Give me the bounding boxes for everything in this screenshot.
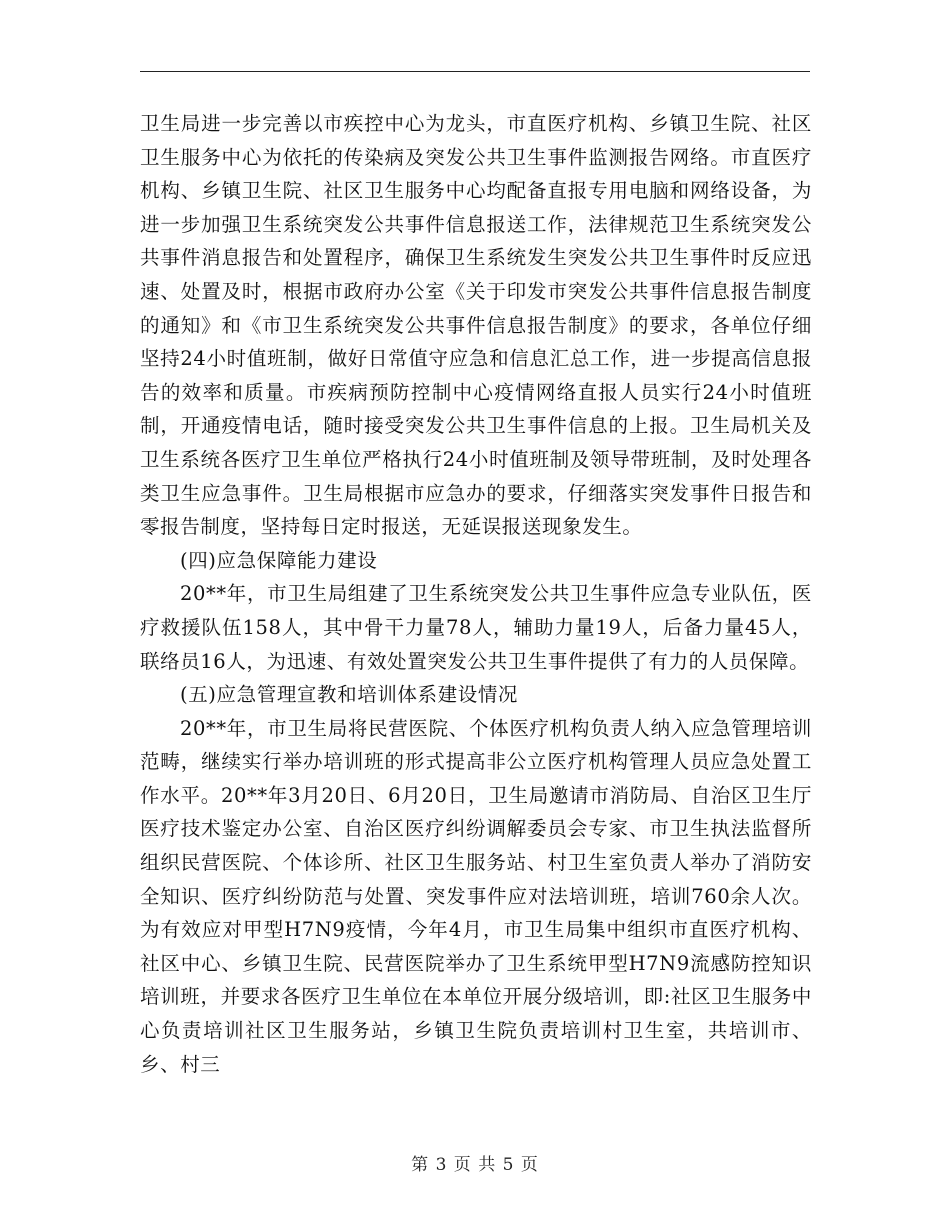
document-body bbox=[140, 107, 812, 1081]
section-heading-emergency-capacity: (四)应急保障能力建设 bbox=[180, 548, 378, 572]
page-number: 第 3 页 共 5 页 bbox=[411, 1155, 539, 1175]
section-heading-training-system: (五)应急管理宣教和培训体系建设情况 bbox=[180, 683, 519, 707]
paragraph-emergency-team: 20**年，市卫生局组建了卫生系统突发公共卫生事件应急专业队伍，医疗救援队伍158人，其中骨干力量78人，辅助力量19人，后备力量45人，联络员16人，为迅速、有效处置突发公共卫生事件提供了有力的人员保障。 bbox=[140, 582, 812, 673]
header-rule bbox=[140, 71, 810, 72]
paragraph-training: 20**年，市卫生局将民营医院、个体医疗机构负责人纳入应急管理培训范畴，继续实行举办培训班的形式提高非公立医疗机构管理人员应急处置工作水平。20**年3月20日、6月20日，卫生局邀请市消防局、自治区卫生厅医疗技术鉴定办公室、自治区医疗纠纷调解委员会专家、市卫生执法监督所组织民营医院、个体诊所、社区卫生服务站、村卫生室负责人举办了消防安全知识、医疗纠纷防范与处置、突发事件应对法培训班，培训760余人次。为有效应对甲型H7N9疫情，今年4月，市卫生局集中组织市直医疗机构、社区中心、乡镇卫生院、民营医院举办了卫生系统甲型H7N9流感防控知识培训班，并要求各医疗卫生单位在本单位开展分级培训，即:社区卫生服务中心负责培训社区卫生服务站，乡镇卫生院负责培训村卫生室，共培训市、乡、村三 bbox=[140, 716, 812, 1076]
paragraph-reporting-network: 卫生局进一步完善以市疾控中心为龙头，市直医疗机构、乡镇卫生院、社区卫生服务中心为依托的传染病及突发公共卫生事件监测报告网络。市直医疗机构、乡镇卫生院、社区卫生服务中心均配备直报专用电脑和网络设备，为进一步加强卫生系统突发公共事件信息报送工作，法律规范卫生系统突发公共事件消息报告和处置程序，确保卫生系统发生突发公共卫生事件时反应迅速、处置及时，根据市政府办公室《关于印发市突发公共事件信息报告制度的通知》和《市卫生系统突发公共事件信息报告制度》的要求，各单位仔细坚持24小时值班制，做好日常值守应急和信息汇总工作，进一步提高信息报告的效率和质量。市疾病预防控制中心疫情网络直报人员实行24小时值班制，开通疫情电话，随时接受突发公共卫生事件信息的上报。卫生局机关及卫生系统各医疗卫生单位严格执行24小时值班制及领导带班制，及时处理各类卫生应急事件。卫生局根据市应急办的要求，仔细落实突发事件日报告和零报告制度，坚持每日定时报送，无延误报送现象发生。 bbox=[140, 112, 812, 539]
